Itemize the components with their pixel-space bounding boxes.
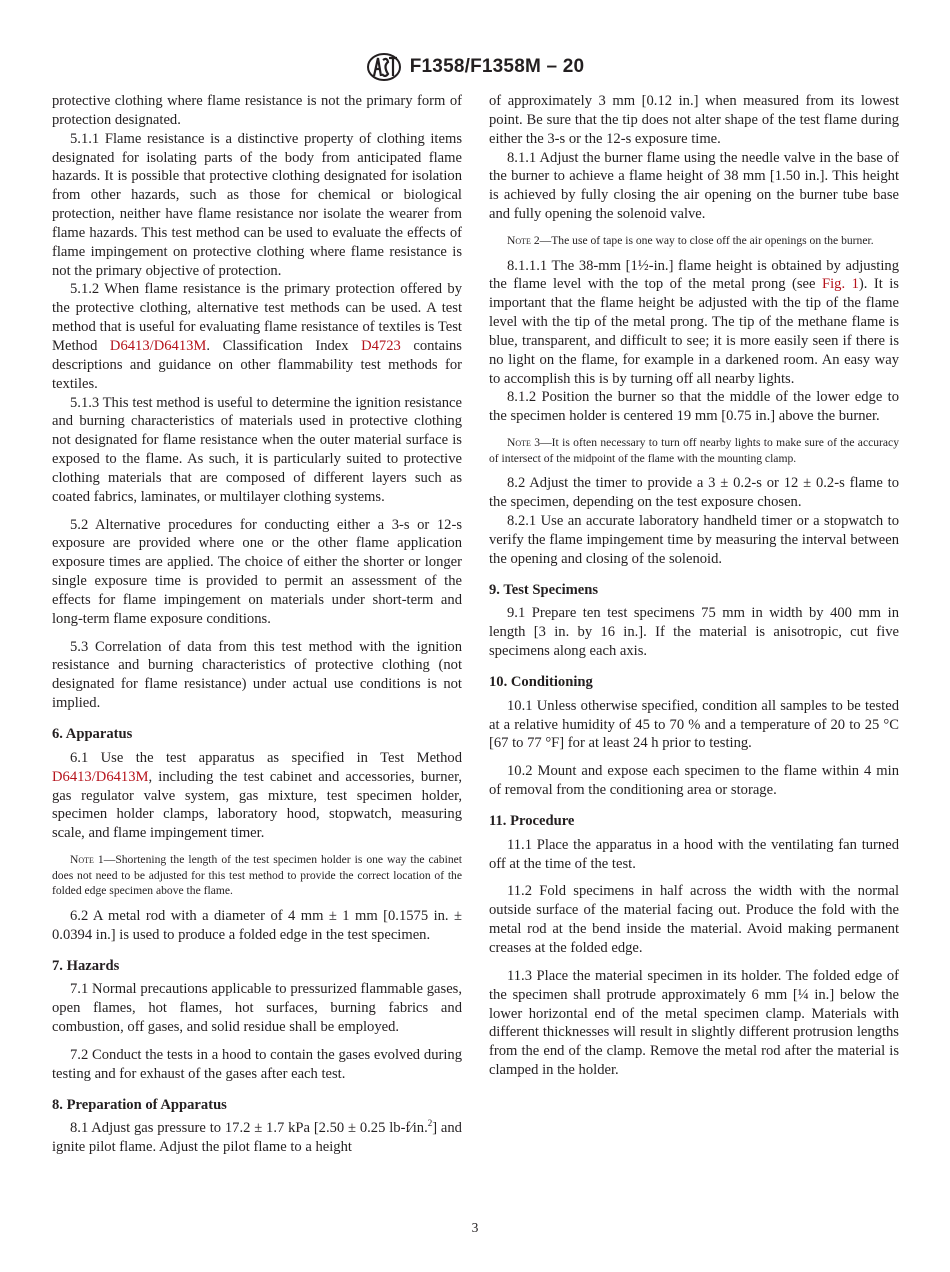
paragraph [52,1046,462,1084]
reference-link[interactable]: D6413/D6413M [109,337,207,354]
text-run: 7. Hazards [52,957,120,974]
text-run: —It is often necessary to turn off nearby lights to make sure of the accuracy of intersect of the midpoint of the flame with the mounting clamp. [489,436,899,465]
document-id: F1358/F1358M – 20 [409,56,585,77]
text-run: contains descriptions and guidance on other flammability test methods for textiles. [52,337,462,392]
text-run: 7.1 Normal precautions applicable to pressurized flammable gases, open flames, hot flames, hot surfaces, burning fabrics and combustion, off gases, and solid residue shall be employed. [52,981,462,1036]
text-run: protective clothing where flame resistance is not the primary form of protection designated. [52,93,462,128]
text-run: 11.1 Place the apparatus in a hood with the ventilating fan turned off at the time of the test. [489,836,899,872]
paragraph [489,836,899,874]
text-run: 8.1 Adjust gas pressure to 17.2 ± 1.7 kPa [2.50 ± 0.25 lb-f⁄in. [70,1120,428,1137]
text-run: ] and ignite pilot flame. Adjust the pilot flame to a height [52,1120,462,1156]
text-run: 5.1.1 Flame resistance is a distinctive property of clothing items designated for isolating parts of the body from anticipated flame hazards. It is possible that protective clothing designated for isolation from other hazards, such as those for chemical or biological protection, neither have flame resistance nor isolate the wearer from flame hazards. This test method can be used to evaluate the effects of flame impingement on protective clothing where flame resistance is not the primary objective of protection. [52,130,462,279]
paragraph [489,697,899,754]
paragraph [489,882,899,957]
note-paragraph [489,435,899,466]
paragraph [489,474,899,512]
text-run: 11.3 Place the material specimen in its holder. The folded edge of the specimen shall protrude approximately 6 mm [¼ in.] below the lower horizontal end of the metal specimen clamp. Materials with different thicknesses will result in slightly different protrusion lengths from the end of the clamp. Remove the metal rod after the material is clamped in the holder. [489,967,899,1079]
text-run: 11.2 Fold specimens in half across the width with the normal outside surface of the material facing out. Produce the fold with the metal rod at the bend inside the material. Avoid making permanent creases at the folded edge. [489,883,899,956]
paragraph [489,762,899,800]
text-run: of approximately 3 mm [0.12 in.] when measured from its lowest point. Be sure that the tip does not alter shape of the test flame during either the 3-s or the 12-s exposure time. [489,93,899,147]
text-run: 5.1.2 When flame resistance is the primary protection offered by the protective clothing, alternative test methods can be used. A test method that is useful for evaluating flame resistance of textiles is Test Method [52,281,462,354]
text-run: 9. Test Specimens [489,581,599,598]
paragraph [489,257,899,389]
text-run: 7.2 Conduct the tests in a hood to contain the gases evolved during testing and for exhaust of the gases after each test. [52,1046,462,1082]
text-run: 11. Procedure [489,812,575,829]
paragraph [52,980,462,1037]
text-run: 5.2 Alternative procedures for conducting either a 3-s or 12-s exposure are provided where one or the other flame application exposure times are applied. The choice of either the shorter or longer single exposure time is provided to permit an assessment of the effects for flame impingement on materials under short-term and long-term flame exposure conditions. [52,516,462,627]
page-header [0,52,950,82]
note-label: Note 1 [70,853,104,867]
reference-link[interactable]: D4723 [361,337,401,354]
text-run: 8.2.1 Use an accurate laboratory handheld timer or a stopwatch to verify the flame impingement time by measuring the interval between the opening and closing of the solenoid. [489,512,899,567]
text-run: 5.1.3 This test method is useful to determine the ignition resistance and burning characteristics of materials used in protective clothing not designated for flame resistance when the outer material surface is exposed to the flame. As such, it is particularly suited to protective clothing materials that are composed of different layers such as coated fabrics, laminates, or multilayer clothing systems. [52,394,462,505]
text-run: 6. Apparatus [52,726,133,742]
text-run: 8.2 Adjust the timer to provide a 3 ± 0.2-s or 12 ± 0.2-s flame to the specimen, depending on the test exposure chosen. [489,475,899,511]
text-run: 9.1 Prepare ten test specimens 75 mm in width by 400 mm in length [3 in. by 16 in.]. If the material is anisotropic, cut five specimens along each axis. [489,605,899,660]
section-heading [489,673,899,692]
text-run: 10. Conditioning [489,673,593,690]
section-heading [489,812,899,831]
paragraph [489,604,899,661]
note-paragraph [52,852,462,899]
paragraph [52,907,462,945]
text-run: . Classification Index [206,337,362,354]
note-paragraph [489,233,899,249]
paragraph [489,388,899,426]
text-run: 8.1.2 Position the burner so that the middle of the lower edge to the specimen holder is centered 19 mm [0.75 in.] above the burner. [489,389,899,425]
section-heading [489,581,899,600]
text-run: , including the test cabinet and accessories, burner, gas regulator valve system, gas mixture, test specimen holder, specimen holder clamps, laboratory hood, stopwatch, measuring scale, and flame impingement timer. [52,768,462,842]
paragraph [52,749,462,843]
section-heading [52,1096,462,1115]
page-number: 3 [471,1220,479,1235]
reference-link[interactable]: D6413/D6413M [52,768,149,785]
right-column [489,92,899,1080]
text-run: 6.1 Use the test apparatus as specified in Test Method [70,749,462,766]
note-label: Note 2 [507,233,540,247]
paragraph [489,967,899,1080]
astm-logo-icon [366,52,402,82]
text-run: 8.1.1.1 The 38-mm [1½-in.] flame height is obtained by adjusting the flame level with the top of the metal prong (see [489,257,899,293]
text-run: 8.1.1 Adjust the burner flame using the needle valve in the base of the burner to achieve a flame height of 38 mm [1.50 in.]. This height is achieved by fully closing the air opening on the burner tube base and fully opening the solenoid valve. [489,149,899,223]
section-heading [52,725,462,744]
text-run: ). It is important that the flame height be adjusted with the tip of the flame level with the tip of the metal prong. The tip of the methane flame is blue, transparent, and difficult to see; it is more easily seen if there is no light on the flame, for example in a darkened room. An easy way to accomplish this is by turning off all nearby lights. [489,276,899,387]
paragraph [52,280,462,393]
text-run: 10.1 Unless otherwise specified, condition all samples to be tested at a relative humidity of 45 to 70 % and a temperature of 20 to 25 °C [67 to 77 °F] for at least 24 h prior to testing. [489,697,899,752]
paragraph [52,130,462,281]
paragraph [489,149,899,224]
text-run: 10.2 Mount and expose each specimen to the flame within 4 min of removal from the conditioning area or storage. [489,763,899,799]
reference-link[interactable]: Fig. 1 [821,276,859,293]
text-run: —Shortening the length of the test specimen holder is one way the cabinet does not need to be adjusted for this test method to provide the correct location of the folded edge specimen above the flame. [52,853,462,898]
text-run: 6.2 A metal rod with a diameter of 4 mm ± 1 mm [0.1575 in. ± 0.0394 in.] is used to produce a folded edge in the test specimen. [52,907,462,943]
paragraph [52,638,462,713]
section-heading [52,957,462,976]
paragraph [52,516,462,629]
text-run: 8. Preparation of Apparatus [52,1096,227,1113]
left-column [52,92,462,1157]
paragraph [52,1119,462,1157]
superscript: 2 [427,1118,433,1129]
note-label: Note 3 [507,436,541,450]
text-run: 5.3 Correlation of data from this test method with the ignition resistance and burning characteristics of protective clothing (not designated for flame resistance) under actual use conditions is not implied. [52,638,462,712]
paragraph [489,92,899,149]
text-run: —The use of tape is one way to close off the air openings on the burner. [539,233,874,247]
paragraph [52,394,462,507]
paragraph [489,512,899,569]
paragraph [52,92,462,130]
